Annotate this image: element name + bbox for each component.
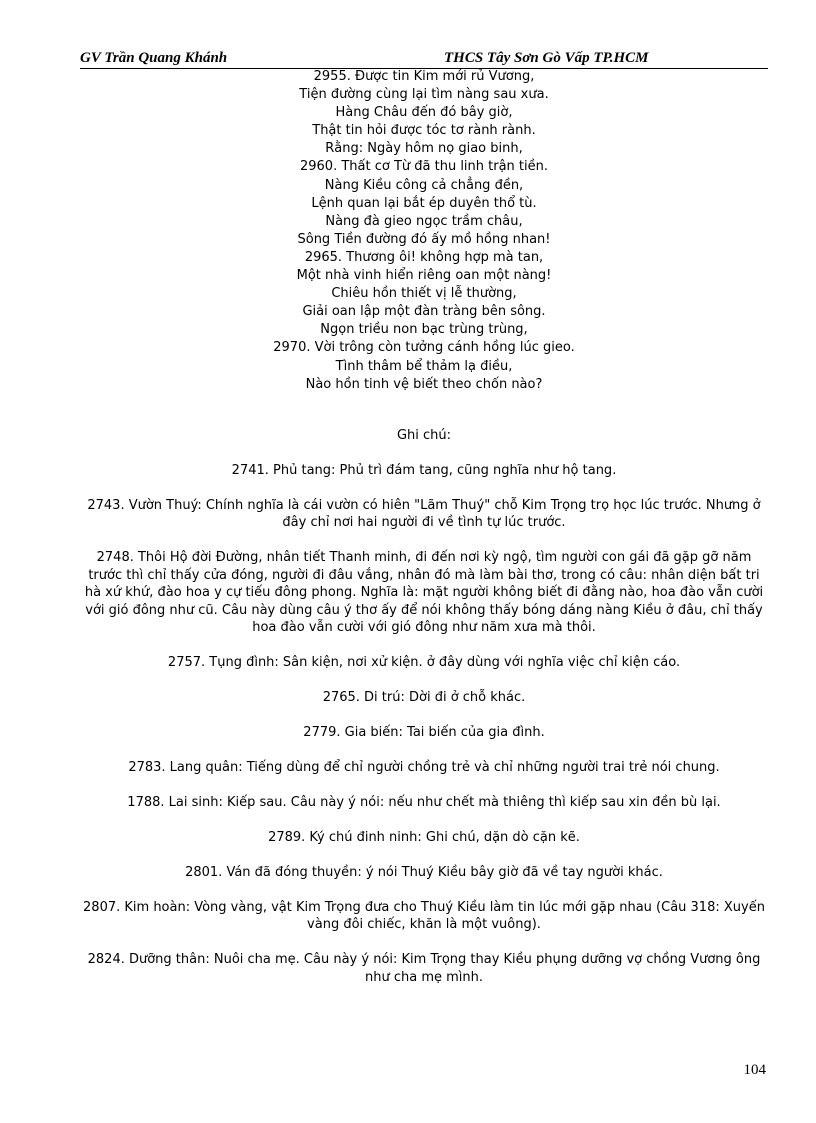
- poem-line: Tình thâm bể thảm lạ điều,: [335, 358, 513, 374]
- poem-line: Lệnh quan lại bắt ép duyên thổ tù.: [311, 195, 537, 211]
- note-item: 2765. Di trú: Dời đi ở chỗ khác.: [322, 690, 526, 706]
- poem-line: Nào hồn tinh vệ biết theo chốn nào?: [305, 376, 543, 392]
- note-item: 2743. Vườn Thuý: Chính nghĩa là cái vườn có hiên "Lãm Thuý" chỗ Kim Trọng trọ học lúc trước. Nhưng ở đây chỉ nơi hai người đi về tình tự lúc trước.: [87, 498, 761, 531]
- note-item: 2824. Dưỡng thân: Nuôi cha mẹ. Câu này ý nói: Kim Trọng thay Kiều phụng dưỡng vợ chồng Vương ông như cha mẹ mình.: [87, 952, 761, 985]
- header-author: GV Trần Quang Khánh: [80, 50, 228, 66]
- poem-line: Nàng đà gieo ngọc trầm châu,: [325, 213, 523, 229]
- notes-list: [80, 462, 768, 1004]
- poem-line: Tiện đường cùng lại tìm nàng sau xưa.: [299, 87, 549, 103]
- page-header: [80, 50, 768, 69]
- note-item: 2807. Kim hoàn: Vòng vàng, vật Kim Trọng đưa cho Thuý Kiều làm tin lúc mới gặp nhau (Câu 318: Xuyến vàng đôi chiếc, khăn là một vuông).: [83, 900, 765, 933]
- poem-line: 2965. Thương ôi! không hợp mà tan,: [304, 249, 544, 265]
- poem-line: 2960. Thất cơ Từ đã thu linh trận tiền.: [299, 159, 549, 175]
- page-number: 104: [743, 1062, 766, 1078]
- note-item: 2741. Phủ tang: Phủ trì đám tang, cũng nghĩa như hộ tang.: [231, 463, 617, 478]
- poem-line: Nàng Kiều công cả chẳng đền,: [324, 177, 524, 193]
- note-item: 2789. Ký chú đinh ninh: Ghi chú, dặn dò cặn kẽ.: [268, 830, 580, 846]
- poem-line: Thật tin hỏi được tóc tơ rành rành.: [312, 123, 536, 139]
- header-school: THCS Tây Sơn Gò Vấp TP.HCM: [444, 50, 649, 66]
- note-item: 2801. Ván đã đóng thuyền: ý nói Thuý Kiều bây giờ đã về tay người khác.: [185, 865, 663, 881]
- note-item: 2779. Gia biến: Tai biến của gia đình.: [303, 725, 545, 741]
- poem-line: Rằng: Ngày hôm nọ giao binh,: [325, 141, 523, 157]
- note-item: 1788. Lai sinh: Kiếp sau. Câu này ý nói: nếu như chết mà thiêng thì kiếp sau xin đền bù lại.: [127, 795, 721, 811]
- poem-line: 2955. Được tin Kim mới rủ Vương,: [313, 69, 535, 84]
- note-item: 2757. Tụng đình: Sân kiện, nơi xử kiện. ở đây dùng với nghĩa việc chỉ kiện cáo.: [167, 655, 681, 671]
- poem-line: Giải oan lập một đàn tràng bên sông.: [302, 304, 546, 320]
- note-item: 2783. Lang quân: Tiếng dùng để chỉ người chồng trẻ và chỉ những người trai trẻ nói chung.: [128, 760, 720, 776]
- poem-block: [80, 68, 768, 394]
- poem-line: Chiêu hồn thiết vị lễ thường,: [331, 286, 517, 302]
- poem-line: Ngọn triều non bạc trùng trùng,: [320, 322, 528, 338]
- poem-line: Sông Tiền đường đó ấy mồ hồng nhan!: [297, 231, 551, 247]
- poem-line: Hàng Châu đến đó bây giờ,: [335, 105, 513, 121]
- poem-line: 2970. Vời trông còn tưởng cánh hồng lúc gieo.: [273, 340, 575, 356]
- note-item: 2748. Thôi Hộ đời Đường, nhân tiết Thanh minh, đi đến nơi kỳ ngộ, tìm người con gái đã gặp gỡ năm trước thì chỉ thấy cửa đóng, người đi đâu vắng, nhân đó mà làm bài thơ, trong có câu: nhân diện bất tri hà xứ khứ, đào hoa y cự tiếu đông phong. Nghĩa là: mặt người không biết đi đằng nào, hoa đào vẫn cười với gió đông như cũ. Câu này dùng câu ý thơ ấy để nói không thấy bóng dáng nàng Kiều ở đâu, chỉ thấy hoa đào vẫn cười với gió đông như năm xưa mà thôi.: [84, 550, 764, 636]
- notes-heading: Ghi chú:: [396, 428, 452, 443]
- poem-line: Một nhà vinh hiển riêng oan một nàng!: [296, 268, 552, 284]
